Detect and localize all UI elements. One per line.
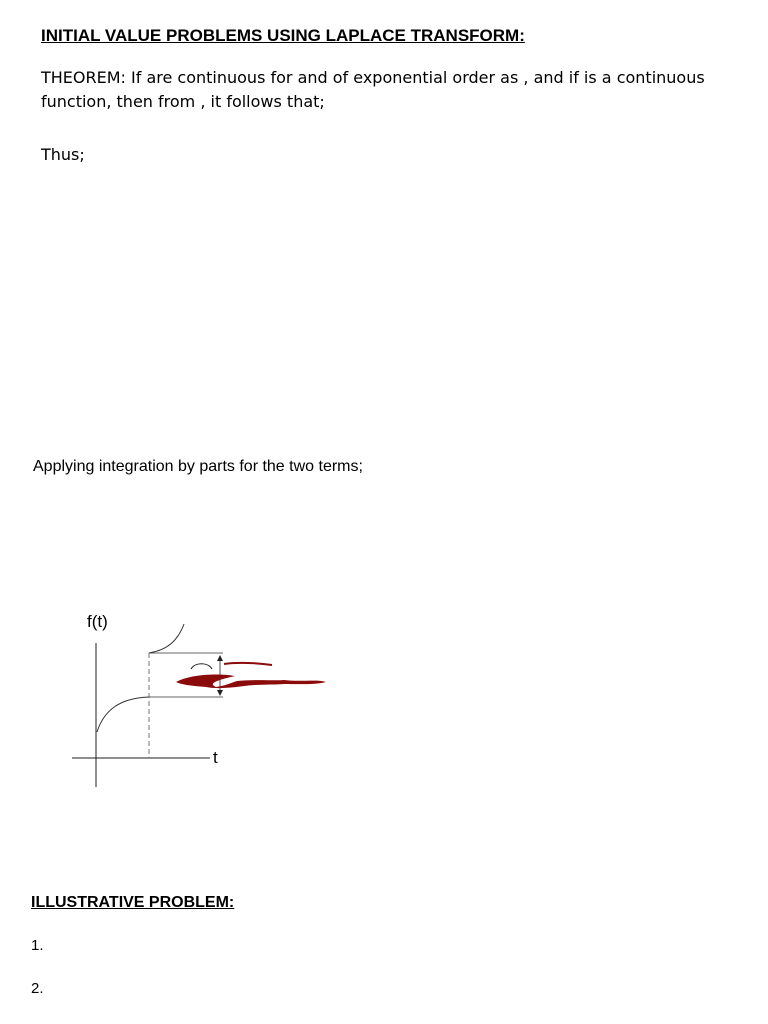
curve-left-icon: [97, 697, 149, 732]
list-item-1: 1.: [31, 937, 44, 954]
theorem-line-1: THEOREM: If are continuous for and of exponential order as , and if is a continuous: [41, 68, 705, 87]
y-axis-label: f(t): [87, 612, 108, 631]
integration-by-parts-text: Applying integration by parts for the two terms;: [33, 458, 363, 475]
page-title: INITIAL VALUE PROBLEMS USING LAPLACE TRANSFORM:: [41, 26, 525, 45]
list-item-2: 2.: [31, 980, 44, 997]
theorem-line-2: function, then from , it follows that;: [41, 92, 325, 111]
curve-right-icon: [149, 624, 184, 653]
x-axis-label: t: [213, 748, 218, 767]
step-function-figure: [60, 605, 360, 795]
illustrative-problem-heading: ILLUSTRATIVE PROBLEM:: [31, 894, 235, 911]
thus-text: Thus;: [41, 145, 85, 164]
step-function-diagram: [60, 605, 360, 795]
red-scribble-icon: [176, 663, 326, 688]
theorem-paragraph: [41, 66, 741, 114]
